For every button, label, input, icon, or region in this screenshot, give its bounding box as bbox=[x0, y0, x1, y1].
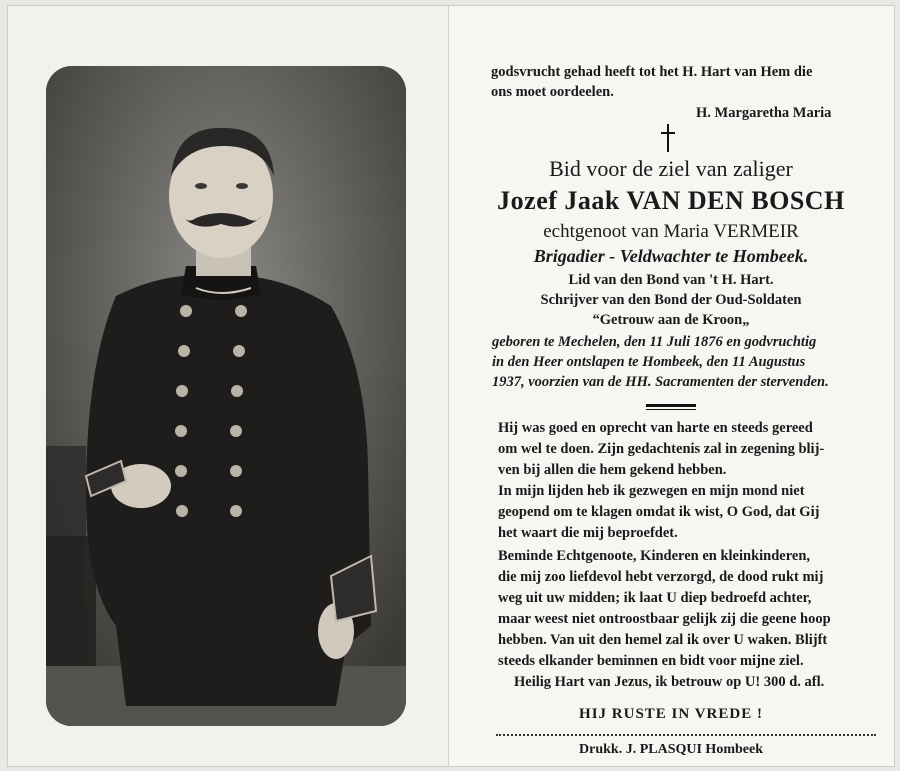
paragraph-3-line: maar weest niet ontroostbaar gelijk zij die geene hoop bbox=[498, 611, 831, 627]
birth-line-3: 1937, voorzien van de HH. Sacramenten der stervenden. bbox=[492, 374, 829, 390]
cross-icon bbox=[661, 124, 675, 152]
paragraph-3-line: weg uit uw midden; ik laat U diep bedroefd achter, bbox=[498, 590, 812, 606]
paragraph-3 bbox=[498, 546, 878, 672]
photo-panel bbox=[8, 6, 449, 766]
header-line-2: ons moet oordeelen. bbox=[491, 84, 614, 100]
paragraph-1 bbox=[498, 418, 878, 481]
paragraph-1-line: ven bij allen die hem gekend hebben. bbox=[498, 462, 727, 478]
membership-line-1: Lid van den Bond van 't H. Hart. bbox=[568, 272, 774, 288]
printer-credit: Drukk. J. PLASQUI Hombeek bbox=[579, 742, 763, 757]
prayer-heading: Bid voor de ziel van zaliger bbox=[549, 156, 793, 181]
portrait-illustration bbox=[46, 66, 406, 726]
paragraph-3-line: Beminde Echtgenoote, Kinderen en kleinkinderen, bbox=[498, 548, 811, 564]
paragraph-2 bbox=[498, 481, 878, 544]
paragraph-1-line: Hij was goed en oprecht van harte en steeds gereed bbox=[498, 420, 813, 436]
paragraph-2-line: het waart die mij beproefdet. bbox=[498, 525, 678, 541]
memorial-card bbox=[8, 6, 894, 766]
membership-line-2: Schrijver van den Bond der Oud-Soldaten bbox=[540, 292, 802, 308]
membership-line-3: “Getrouw aan de Kroon„ bbox=[592, 312, 750, 328]
birth-line-1: geboren te Mechelen, den 11 Juli 1876 en godvruchtig bbox=[492, 334, 817, 350]
dotted-divider bbox=[496, 734, 876, 736]
spouse-line: echtgenoot van Maria VERMEIR bbox=[543, 221, 799, 242]
birth-line-2: in den Heer ontslapen te Hombeek, den 11 Augustus bbox=[492, 354, 806, 370]
attribution: H. Margaretha Maria bbox=[696, 105, 832, 121]
deceased-name: Jozef Jaak VAN DEN BOSCH bbox=[497, 186, 845, 215]
portrait-photo bbox=[46, 66, 406, 726]
paragraph-2-line: geopend om te klagen omdat ik wist, O God, dat Gij bbox=[498, 504, 820, 520]
occupation-line: Brigadier - Veldwachter te Hombeek. bbox=[533, 246, 809, 266]
sacred-heart-prayer: Heilig Hart van Jezus, ik betrouw op U! 300 d. afl. bbox=[514, 674, 825, 690]
paragraph-3-line: steeds elkander beminnen en bidt voor mijne ziel. bbox=[498, 653, 804, 669]
rest-in-peace: HIJ RUSTE IN VREDE ! bbox=[579, 706, 763, 722]
paragraph-3-line: die mij zoo liefdevol hebt verzorgd, de dood rukt mij bbox=[498, 569, 824, 585]
divider-rule bbox=[646, 404, 696, 407]
text-panel bbox=[456, 6, 886, 766]
paragraph-2-line: In mijn lijden heb ik gezwegen en mijn mond niet bbox=[498, 483, 805, 499]
paragraph-1-line: om wel te doen. Zijn gedachtenis zal in zegening blij- bbox=[498, 441, 825, 457]
header-line-1: godsvrucht gehad heeft tot het H. Hart van Hem die bbox=[491, 64, 813, 80]
paragraph-3-line: hebben. Van uit den hemel zal ik over U waken. Blijft bbox=[498, 632, 828, 648]
